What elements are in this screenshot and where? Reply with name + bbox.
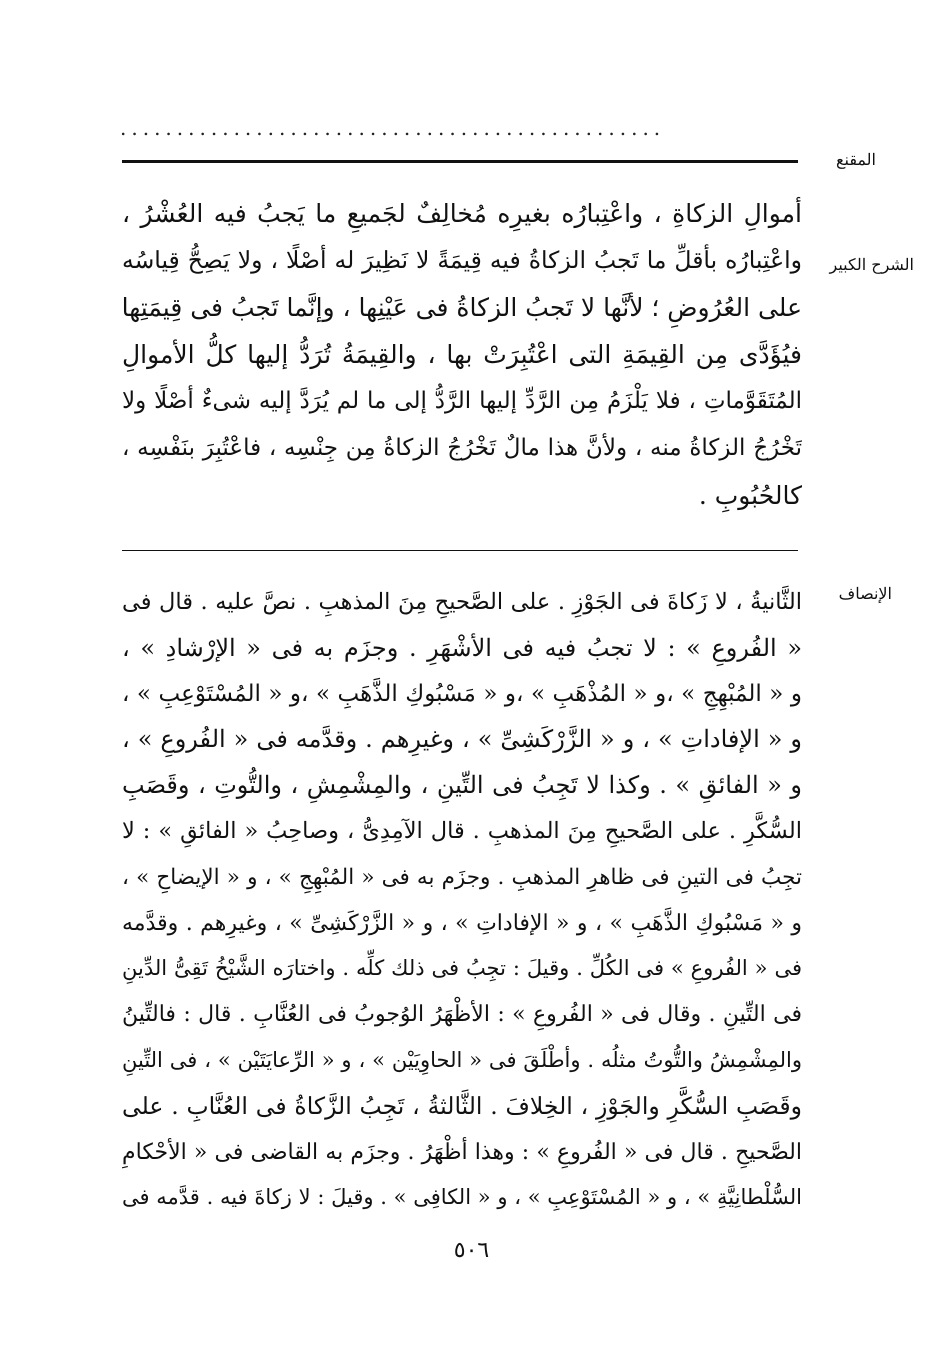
insaf-line: الصَّحيحِ . قال فى « الفُروعِ » : وهذا أظْهَرُ . وجزَم به القاضى فى « الأحْكامِ: [122, 1139, 802, 1165]
page-number: ٥٠٦: [453, 1238, 490, 1263]
insaf-line: والمِشْمِشُ والتُّوتُ مثلُه . وأطْلَقَ فى « الحاوِيَيْن » ، و « الرِّعايَتَيْن » ، فى التِّينِ: [122, 1047, 802, 1072]
header-dotted-line: ................................................: [120, 118, 666, 138]
insaf-line: السُّكَّرِ . على الصَّحيحِ مِنَ المذهبِ . قال الآمِدِىُّ ، وصاحِبُ « الفائقِ » : لا: [122, 817, 802, 844]
insaf-line: فى التِّينِ . وقال فى « الفُروعِ » : الأظْهَرُ الوُجوبُ فى العُنَّابِ . قال : فالتِّينُ: [122, 1002, 802, 1028]
insaf-line: و « مَسْبُوكِ الذَّهَبِ » ، و « الإفاداتِ » ، و « الزَّرْكَشِىِّ » ، وغيرِهم . وقدَّمه: [122, 910, 802, 936]
sharh-line: كالحُبُوبِ .: [698, 481, 802, 510]
sharh-line: على العُرُوضِ ؛ لأنَّها لا تَجبُ الزكاةُ فى عَيْنِها ، وإنَّما تَجبُ فى قِيمَتِها: [122, 293, 802, 322]
sharh-line: فيُؤَدَّى مِن القِيمَةِ التى اعْتُبِرَتْ بها ، والقِيمَةُ تُرَدُّ إليها كلُّ الأموالِ: [122, 340, 802, 369]
sharh-text-block: [122, 190, 802, 519]
sharh-line: تَخْرُجُ الزكاةُ منه ، ولأنَّ هذا مالٌ تَخْرُجُ الزكاةُ مِن جِنْسِه ، فاعْتُبِرَ بنَفْسِه ،: [122, 435, 802, 461]
sharh-line: واعْتِبارُه بأقلِّ ما تَجبُ الزكاةُ فيه قِيمَةً لا نَظِيرَ له أصْلًا ، ولا يَصِحُّ قِياسُه: [122, 246, 802, 274]
insaf-label: الإنصاف: [838, 584, 892, 603]
sharh-line: المُتَقَوَّماتِ ، فلا يَلْزَمُ مِن الرَّدِّ إليها الرَّدُّ إلى ما لم يُرَدَّ إليه شىءٌ أصْلًا ولا: [122, 388, 802, 414]
insaf-line: و « الفائقِ » . وكذا لا تَجِبُ فى التِّينِ ، والمِشْمِشِ ، والتُّوتِ ، وقَصَبِ: [122, 771, 802, 800]
section-divider: [122, 550, 798, 551]
sharh-label: الشرح الكبير: [829, 255, 914, 274]
insaf-line: تجِبُ فى التينِ فى ظاهرِ المذهبِ . وجزَم به فى « المُبْهِجِ » ، و « الإيضاحِ » ،: [122, 864, 802, 890]
insaf-line: وقَصَبِ السُّكَّرِ والجَوْزِ ، الخِلافَ . الثَّالثةُ ، تَجِبُ الزَّكاةُ فى العُنَّابِ . على: [122, 1091, 802, 1120]
header-label-muqni: المقنع: [835, 150, 876, 169]
insaf-line: السُّلْطانِيَّةِ » ، و « المُسْتَوْعِبِ » ، و « الكافِى » . وقيلَ : لا زكاةَ فيه . قدَّمه فى: [122, 1185, 802, 1210]
header-rule: [122, 160, 798, 163]
sharh-line: أموالِ الزكاةِ ، واعْتِبارُه بغيرِه مُخالِفٌ لجَميعِ ما يَجبُ فيه العُشْرُ ،: [122, 199, 802, 228]
insaf-line: الثَّانيةُ ، لا زَكاةَ فى الجَوْزِ . على الصَّحيحِ مِنَ المذهبِ . نصَّ عليه . قال فى: [122, 589, 802, 615]
insaf-line: فى « الفُروعِ » فى الكُلِّ . وقيلَ : تجِبُ فى ذلك كلِّه . واختارَه الشَّيْخُ تَقِىُّ الدِّينِ: [122, 956, 802, 981]
insaf-line: « الفُروعِ » : لا تجبُ فيه فى الأشْهَرِ . وجزَم به فى « الإرْشادِ » ،: [122, 633, 802, 662]
insaf-text-block: [122, 580, 802, 1221]
insaf-line: و « الإفاداتِ » ، و « الزَّرْكَشِىِّ » ، وغيرِهم . وقدَّمه فى « الفُروعِ » ،: [122, 725, 802, 754]
insaf-line: و « المُبْهِجِ » ،و « المُذْهَبِ » ،و « مَسْبُوكِ الذَّهَبِ » ،و « المُسْتَوْعِبِ » ،: [122, 680, 802, 707]
